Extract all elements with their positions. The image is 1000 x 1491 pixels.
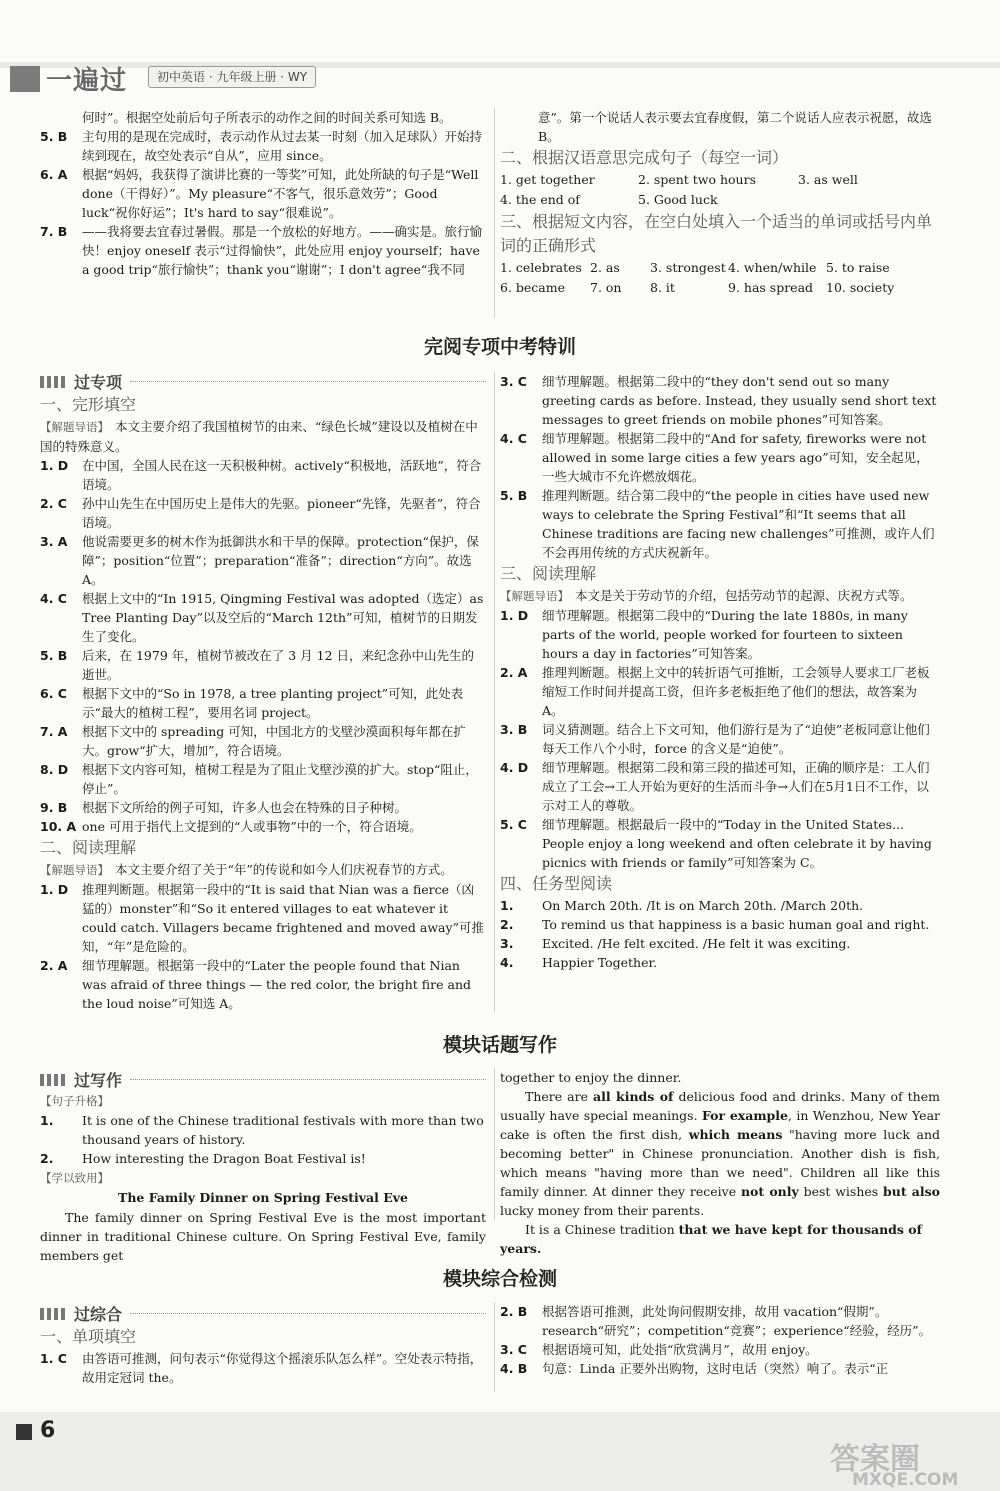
item-number: 3. C [500,374,527,389]
answer-list [40,456,486,836]
item-number: 1. C [40,1351,67,1366]
answer-row [500,258,940,278]
answer-item [40,494,486,532]
item-number: 1. D [500,608,529,623]
column-divider [494,108,495,318]
answer-item [500,486,940,562]
tag-line [40,1091,486,1111]
watermark-url: MXQE.COM [852,1470,959,1490]
answer-item [500,758,940,815]
answer-cell: 7. on [590,280,622,295]
item-text: 根据下文所给的例子可知，许多人也会在特殊的日子种树。 [82,800,408,815]
answer-cell: 3. as well [798,172,858,187]
item-text: 词义猜测题。结合上下文可知，他们游行是为了“迫使”老板同意让他们每天工作八个小时，force 的含义是“迫使”。 [542,722,930,756]
sub-heading-label: 过综合 [74,1305,123,1324]
sub-heading-label: 过写作 [74,1071,123,1090]
stripe-icon [40,1308,66,1320]
section-heading: 一、单项填空 [40,1327,137,1346]
item-text: 推理判断题。根据第一段中的“It is said that Nian was a fierce（凶猛的）monster”和“So it entered villages to eat whatever it could catch. Villagers became frightened and moved away”可推知，“年”是危险的。 [82,882,484,954]
item-number: 4. D [500,760,529,775]
section-title: 模块话题写作 [442,1034,557,1056]
answer-grid [500,258,940,298]
answer-item [500,1302,940,1340]
guide-tag: 【解题导语】 [500,589,569,603]
answer-cell: 5. to raise [826,260,890,275]
answer-item [40,108,486,127]
answer-item [40,456,486,494]
item-text: To remind us that happiness is a basic human goal and right. [542,917,930,932]
item-text: 细节理解题。根据最后一段中的“Today in the United States... People enjoy a long weekend and often celebrate it by having picnics with friends or family”可知答案为 C。 [542,817,932,870]
item-number: 5. B [500,488,528,503]
answer-row [500,278,940,298]
answer-item [500,429,940,486]
answer-cell: 8. it [650,280,675,295]
section-heading: 二、阅读理解 [40,838,137,857]
item-number: 5. B [40,129,68,144]
section-title: 模块综合检测 [442,1268,557,1290]
section-heading: 三、阅读理解 [500,564,597,583]
item-number: 1. D [40,458,69,473]
item-number: 3. [500,936,514,951]
answer-item [500,663,940,720]
answer-list [40,1349,486,1387]
answer-item [40,722,486,760]
sentence-list [40,1111,486,1168]
item-text: 根据下文中的“So in 1978, a tree planting project”可知，此处表示“最大的植树工程”，要用名词 project。 [82,686,464,720]
section-heading: 二、根据汉语意思完成句子（每空一词） [500,148,789,167]
answer-item [500,934,940,953]
item-text: 他说需要更多的树木作为抵御洪水和干旱的保障。protection“保护，保障”；position“位置”；preparation“准备”；direction“方向”。故选 A。 [82,534,479,587]
item-text: 根据下文中的 spreading 可知，中国北方的戈壁沙漠面积每年都在扩大。grow“扩大，增加”，符合语境。 [82,724,466,758]
answer-item [40,684,486,722]
item-number: 2. C [40,496,67,511]
answer-item [40,760,486,798]
item-text: 在中国，全国人民在这一天积极种树。actively“积极地，活跃地”，符合语境。 [82,458,482,492]
answer-row [500,190,940,210]
watermark-logo: 答案圈 [830,1442,920,1477]
item-number: 2. [40,1151,54,1166]
page-number: 6 [40,1418,56,1443]
item-number: 2. A [40,958,68,973]
answer-cell: 6. became [500,280,566,295]
item-number: 6. A [40,167,68,182]
item-number: 6. C [40,686,67,701]
item-text: 主句用的是现在完成时，表示动作从过去某一时刻（加入足球队）开始持续到现在，故空处表示“自从”，应用 since。 [82,129,483,163]
item-text: 细节理解题。根据第二段中的“they don't send out so many greeting cards as before. Instead, they usually send short text messages to greet friends on mobile phones”可知答案。 [542,374,937,427]
answer-item [40,646,486,684]
guide-note [40,417,486,456]
essay-paragraph: The family dinner on Spring Festival Eve is the most important dinner in traditional Chinese culture. On Spring Festival Eve, family members get [40,1210,486,1263]
item-text: Happier Together. [542,955,658,970]
item-number: 4. B [500,1361,528,1376]
top-right-column [500,108,940,298]
top-left-column [40,108,486,279]
s1-left-column [40,370,486,1013]
item-text: 推理判断题。结合第二段中的“the people in cities have used new ways to celebrate the Spring Festival”和“It seems that all Chinese traditions are facing new challenges”可推测，或许人们不会再用传统的方式庆祝新年。 [542,488,935,560]
item-number: 2. B [500,1304,528,1319]
answer-list [500,606,940,872]
sub-heading [40,1302,486,1325]
item-number: 7. A [40,724,68,739]
answer-cell: 4. the end of [500,192,580,207]
s2-right-column [500,1068,940,1258]
series-logo: 一遍过 [46,66,128,96]
answer-cell: 9. has spread [728,280,814,295]
page-marker-icon [16,1424,32,1440]
column-divider [494,1302,495,1392]
item-number: 2. A [500,665,528,680]
guide-tag: 【学以致用】 [40,1171,109,1185]
answer-item [40,589,486,646]
item-number: 9. B [40,800,68,815]
item-number: 1. D [40,882,69,897]
answer-list [500,896,940,972]
item-text: 由答语可推测，问句表示“你觉得这个摇滚乐队怎么样”。空处表示特指，故用定冠词 the。 [82,1351,483,1385]
item-number: 4. C [500,431,527,446]
item-text: 根据语境可知，此处指“欣赏满月”，故用 enjoy。 [542,1342,818,1357]
item-text: 句意：Linda 正要外出购物，这时电话（突然）响了。表示“正 [542,1361,889,1376]
answer-item [40,880,486,956]
stripe-icon [40,1074,66,1086]
guide-tag: 【解题导语】 [40,863,109,877]
answer-item [500,953,940,972]
item-text: Excited. /He felt excited. /He felt it was exciting. [542,936,851,951]
stripe-icon [40,376,66,388]
answer-item [40,1149,486,1168]
essay-paragraph: It is a Chinese tradition that we have kept for thousands of years. [500,1222,923,1256]
item-number: 2. [500,917,514,932]
section-heading: 四、任务型阅读 [500,874,613,893]
s2-left-column [40,1068,486,1265]
answer-item [40,798,486,817]
tag-line [40,1168,486,1188]
item-number: 8. D [40,762,69,777]
item-number: 1. [40,1113,54,1128]
item-number: 7. B [40,224,68,239]
item-number: 4. C [40,591,67,606]
essay-paragraph: There are all kinds of delicious food and drinks. Many of them usually have special meanings. For example, in Wenzhou, New Year cake is often the first dish, which means "having more luck and becoming better" in Chinese pronunciation. Another dish is fish, which means "having more than we need". Children all like this family dinner. At dinner they receive not only best wishes but also lucky money from their parents. [500,1089,941,1218]
column-divider [494,1068,495,1220]
item-number: 3. B [500,722,528,737]
answer-item [500,915,940,934]
item-text: 后来，在 1979 年，植树节被改在了 3 月 12 日，来纪念孙中山先生的逝世。 [82,648,475,682]
item-number: 3. C [500,1342,527,1357]
item-text: 细节理解题。根据第二段中的“During the late 1880s, in many parts of the world, people worked for fourteen to sixteen hours a day in factories”可知答案。 [542,608,908,661]
answer-list [40,880,486,1013]
item-number: 10. A [40,819,77,834]
guide-text: 本文是关于劳动节的介绍，包括劳动节的起源、庆祝方式等。 [575,588,913,603]
answer-grid [500,170,940,210]
column-divider [494,372,495,1012]
item-number: 4. [500,955,514,970]
guide-text: 本文主要介绍了我国植树节的由来、“绿色长城”建设以及植树在中国的特殊意义。 [40,419,478,454]
answer-item [40,165,486,222]
item-text: one 可用于指代上文提到的“人或事物”中的一个，符合语境。 [82,819,422,834]
guide-tag: 【句子升格】 [40,1094,109,1108]
guide-tag: 【解题导语】 [40,420,109,434]
answer-cell: 5. Good luck [638,192,718,207]
section-heading: 一、完形填空 [40,395,137,414]
item-text: ——我将要去宜春过暑假。那是一个放松的好地方。——确实是。旅行愉快！enjoy oneself 表示“过得愉快”，此处应用 enjoy yourself；have a good trip“旅行愉快”；thank you“谢谢”；I don't agree“我不同 [82,224,483,277]
guide-note [500,586,940,606]
answer-item [500,1359,940,1378]
item-text: 根据答语可推测，此处询问假期安排，故用 vacation“假期”。research“研究”；competition“竞赛”；experience“经验，经历”。 [542,1304,932,1338]
answer-cell: 2. as [590,260,620,275]
section-title: 完阅专项中考特训 [423,336,576,358]
guide-text: 本文主要介绍了关于“年”的传说和如今人们庆祝春节的方式。 [115,862,453,877]
header-logo-block [10,66,40,92]
item-text: 细节理解题。根据第二段中的“And for safety, fireworks were not allowed in some large cities a few years ago”可知，安全起见，一些大城市不允许燃放烟花。 [542,431,929,484]
answer-item [40,817,486,836]
item-text: It is one of the Chinese traditional festivals with more than two thousand years of history. [82,1113,484,1147]
answer-item [40,222,486,279]
guide-note [40,860,486,880]
item-text: On March 20th. /It is on March 20th. /March 20th. [542,898,864,913]
answer-item [500,372,940,429]
item-text: 细节理解题。根据第一段中的“Later the people found that Nian was afraid of three things — the red color, the bright fire and the loud noise”可知选 A。 [82,958,471,1011]
item-text: 根据下文内容可知，植树工程是为了阻止戈壁沙漠的扩大。stop“阻止，停止”。 [82,762,478,796]
item-text: 细节理解题。根据第二段和第三段的描述可知，正确的顺序是：工人们成立了工会→工人开始为更好的生活而斗争→人们在5月1日不工作，以示对工人的尊敬。 [542,760,930,813]
sub-heading-label: 过专项 [74,373,123,392]
answer-item [40,1111,486,1149]
answer-item [500,606,940,663]
item-text: 根据上文中的“In 1915, Qingming Festival was adopted（选定）as Tree Planting Day”以及空后的“March 12th”可知，植树节的日期发生了变化。 [82,591,484,644]
continued-answer: 意”。第一个说话人表示要去宜春度假，第二个说话人应表示祝愿，故选 B。 [538,110,932,144]
essay-title: The Family Dinner on Spring Festival Eve [118,1190,408,1205]
s3-left-column [40,1302,486,1387]
essay-paragraph: together to enjoy the dinner. [500,1070,682,1085]
answer-cell: 1. get together [500,172,595,187]
sub-heading [40,370,486,393]
answer-list [500,372,940,562]
s1-right-column [500,372,940,972]
answer-cell: 10. society [826,280,895,295]
book-tag: 初中英语 · 九年级上册 · WY [148,66,316,88]
answer-cell: 2. spent two hours [638,172,756,187]
answer-item [500,896,940,915]
answer-list [500,1302,940,1378]
item-text: 根据“妈妈，我获得了演讲比赛的一等奖”可知，此处所缺的句子是“Well done（干得好）”。My pleasure“不客气，很乐意效劳”；Good luck“祝你好运”；It's hard to say“很难说”。 [82,167,479,220]
section-heading: 三、根据短文内容，在空白处填入一个适当的单词或括号内单词的正确形式 [500,212,933,255]
answer-cell: 4. when/while [728,260,817,275]
item-number: 1. [500,898,514,913]
answer-item [40,956,486,1013]
answer-item [500,1340,940,1359]
item-number: 5. B [40,648,68,663]
answer-cell: 1. celebrates [500,260,582,275]
item-text: How interesting the Dragon Boat Festival is! [82,1151,366,1166]
answer-cell: 3. strongest [650,260,726,275]
item-text: 孙中山先生在中国历史上是伟大的先驱。pioneer“先锋，先驱者”，符合语境。 [82,496,481,530]
answer-row [500,170,940,190]
s3-right-column [500,1302,940,1378]
answer-item [40,1349,486,1387]
answer-item [40,532,486,589]
sub-heading [40,1068,486,1091]
item-text: 推理判断题。根据上文中的转折语气可推断，工会领导人要求工厂老板缩短工作时间并提高工资，但许多老板拒绝了他们的想法，故答案为 A。 [542,665,930,718]
answer-item [500,815,940,872]
item-number: 3. A [40,534,68,549]
answer-item [40,127,486,165]
answer-item [500,720,940,758]
item-number: 5. C [500,817,527,832]
item-text: 何时”。根据空处前后句子所表示的动作之间的时间关系可知选 B。 [82,110,452,125]
